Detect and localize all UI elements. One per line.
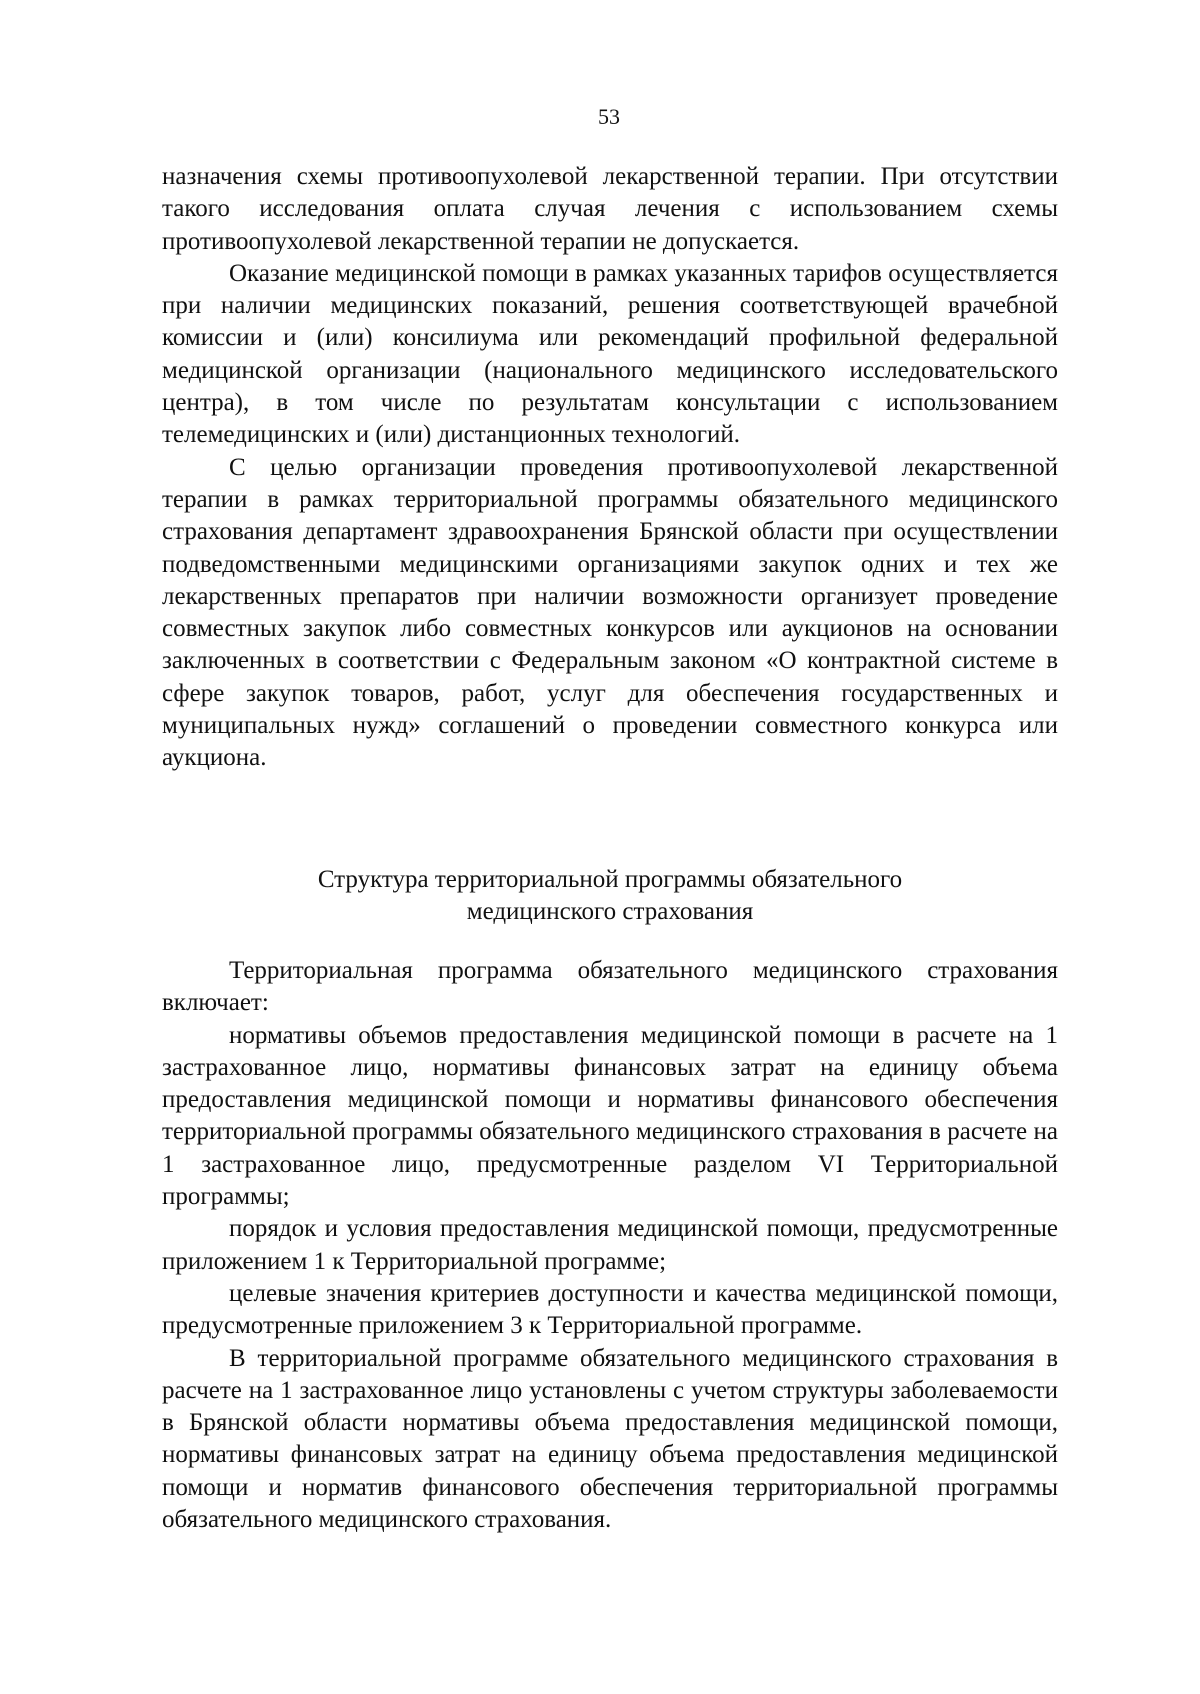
paragraph-medical-care-tariffs: Оказание медицинской помощи в рамках указанных тарифов осуществляется при наличии медицинских показаний, решения соответствующей врачебной комиссии и (или) консилиума или рекомендаций профильной федеральной медицинской организации (национального медицинского исследовательского центра), в том числе по результатам консультации с использованием телемедицинских и (или) дистанционных технологий. xyxy=(162,259,1058,449)
intro-text-block xyxy=(162,161,1058,775)
paragraph-joint-procurement: С целью организации проведения противоопухолевой лекарственной терапии в рамках территориальной программы обязательного медицинского страхования департамент здравоохранения Брянской области при осуществлении подведомственными медицинскими организациями закупок одних и тех же лекарственных препаратов при наличии возможности организует проведение совместных закупок либо совместных конкурсов или аукционов на основании заключенных в соответствии с Федеральным законом «О контрактной системе в сфере закупок товаров, работ, услуг для обеспечения государственных и муниципальных нужд» соглашений о проведении совместного конкурса или аукциона. xyxy=(162,453,1058,772)
section-heading-line-1: Структура территориальной программы обязательного xyxy=(317,866,903,893)
paragraph-procedure-conditions: порядок и условия предоставления медицинской помощи, предусмотренные приложением 1 к Территориальной программе; xyxy=(162,1215,1058,1275)
paragraph-volume-norms: нормативы объемов предоставления медицинской помощи в расчете на 1 застрахованное лицо, нормативы финансовых затрат на единицу объема предоставления медицинской помощи и нормативы финансового обеспечения территориальной программы обязательного медицинского страхования в расчете на 1 застрахованное лицо, предусмотренные разделом VI Территориальной программы; xyxy=(162,1021,1058,1211)
paragraph-program-includes: Территориальная программа обязательного медицинского страхования включает: xyxy=(162,957,1058,1017)
paragraph-continuation: назначения схемы противоопухолевой лекарственной терапии. При отсутствии такого исследования оплата случая лечения с использованием схемы противоопухолевой лекарственной терапии не допускается. xyxy=(162,163,1058,255)
section-text-block xyxy=(162,955,1058,1536)
paragraph-target-criteria: целевые значения критериев доступности и качества медицинской помощи, предусмотренные приложением 3 к Территориальной программе. xyxy=(162,1279,1058,1340)
page-number: 53 xyxy=(598,104,620,129)
section-heading-line-2: медицинского страхования xyxy=(466,898,754,925)
section-heading xyxy=(162,864,1058,928)
paragraph-established-norms: В территориальной программе обязательного медицинского страхования в расчете на 1 застрахованное лицо установлены с учетом структуры заболеваемости в Брянской области нормативы объема предоставления медицинской помощи, нормативы финансовых затрат на единицу объема предоставления медицинской помощи и норматив финансового обеспечения территориальной программы обязательного медицинского страхования. xyxy=(162,1344,1058,1534)
